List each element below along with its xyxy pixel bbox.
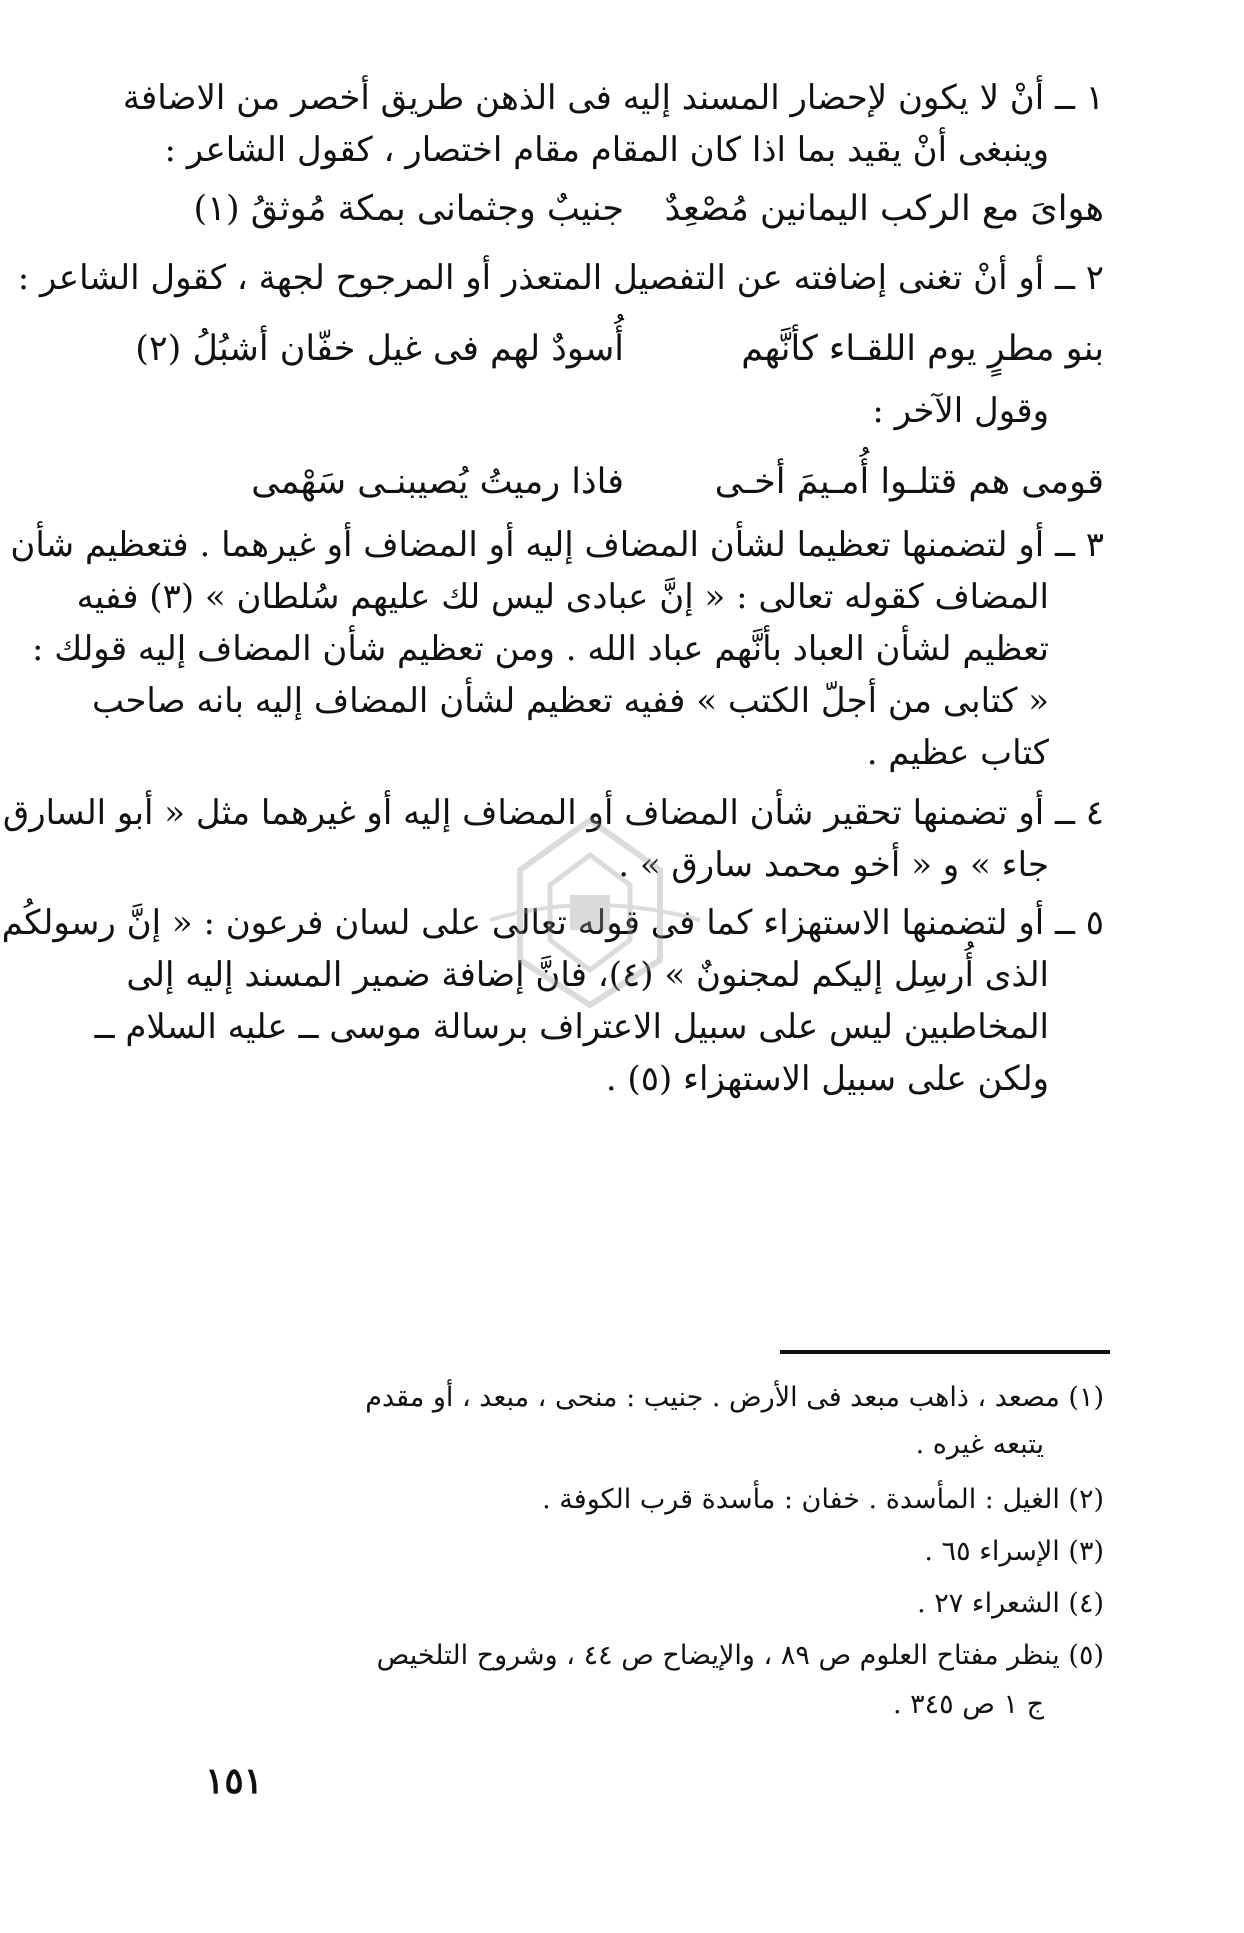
text-line: ٣ ــ أو لتضمنها تعظيما لشأن المضاف إليه أو المضاف أو غيرهما . فتعظيم شأن [10, 525, 1104, 565]
footnote-separator [780, 1350, 1110, 1354]
text-line: المضاف كقوله تعالى : « إنَّ عبادى ليس لك عليهم سُلطان » (٣) ففيه [76, 577, 1049, 617]
verse-first-hemistich: قومى هم قتلـوا أُمـيمَ أخـى [714, 462, 1104, 502]
text-line: ولكن على سبيل الاستهزاء (٥) . [605, 1059, 1049, 1099]
footnote-line: يتبعه غيره . [915, 1429, 1044, 1460]
page-number: ١٥١ [205, 1760, 264, 1802]
text-line: ٤ ــ أو تضمنها تحقير شأن المضاف أو المضاف إليه أو غيرهما مثل « أبو السارق [2, 793, 1104, 833]
text-line: المخاطبين ليس على سبيل الاعتراف برسالة موسى ــ عليه السلام ــ [94, 1007, 1049, 1047]
text-line: جاء » و « أخو محمد سارق » . [618, 845, 1049, 885]
library-stamp-watermark-icon [470, 800, 710, 1020]
verse-first-hemistich: هواىَ مع الركب اليمانين مُصْعِدٌ [664, 189, 1104, 229]
text-line: وينبغى أنْ يقيد بما اذا كان المقام مقام اختصار ، كقول الشاعر : [164, 130, 1049, 170]
text-line: ٥ ــ أو لتضمنها الاستهزاء كما فى قوله تعالى على لسان فرعون : « إنَّ رسولكُم [1, 903, 1104, 943]
footnote-line: ج ١ ص ٣٤٥ . [892, 1689, 1044, 1720]
verse-first-hemistich: بنو مطرٍ يوم اللقـاء كأنَّهم [741, 329, 1104, 369]
verse-second-hemistich: جنيبٌ وجثمانى بمكة مُوثقُ (١) [193, 189, 624, 229]
text-line: ٢ ــ أو أنْ تغنى إضافته عن التفصيل المتعذر أو المرجوح لجهة ، كقول الشاعر : [17, 258, 1104, 298]
text-line: تعظيم لشأن العباد بأنَّهم عباد الله . ومن تعظيم شأن المضاف إليه قولك : [32, 629, 1049, 669]
text-line: « كتابى من أجلّ الكتب » ففيه تعظيم لشأن المضاف إليه بانه صاحب [91, 681, 1049, 721]
text-line: ١ ــ أنْ لا يكون لإحضار المسند إليه فى الذهن طريق أخصر من الاضافة [122, 78, 1104, 118]
verse-second-hemistich: أُسودٌ لهم فى غيل خفّان أشبُلُ (٢) [135, 329, 624, 369]
footnote-line: (٣) الإسراء ٦٥ . [924, 1536, 1104, 1567]
text-line: الذى أُرسِل إليكم لمجنونٌ » (٤)، فانَّ إضافة ضمير المسند إليه إلى [126, 955, 1049, 995]
footnote-line: (١) مصعد ، ذاهب مبعد فى الأرض . جنيب : منحى ، مبعد ، أو مقدم [365, 1382, 1104, 1413]
footnote-line: (٢) الغيل : المأسدة . خفان : مأسدة قرب الكوفة . [542, 1484, 1104, 1515]
footnote-line: (٤) الشعراء ٢٧ . [917, 1588, 1104, 1619]
text-line: وقول الآخر : [872, 391, 1049, 431]
verse-second-hemistich: فاذا رميتُ يُصيبنـى سَهْمى [251, 462, 624, 502]
text-line: كتاب عظيم . [866, 733, 1049, 773]
footnote-line: (٥) ينظر مفتاح العلوم ص ٨٩ ، والإيضاح ص ٤٤ ، وشروح التلخيص [376, 1640, 1104, 1671]
